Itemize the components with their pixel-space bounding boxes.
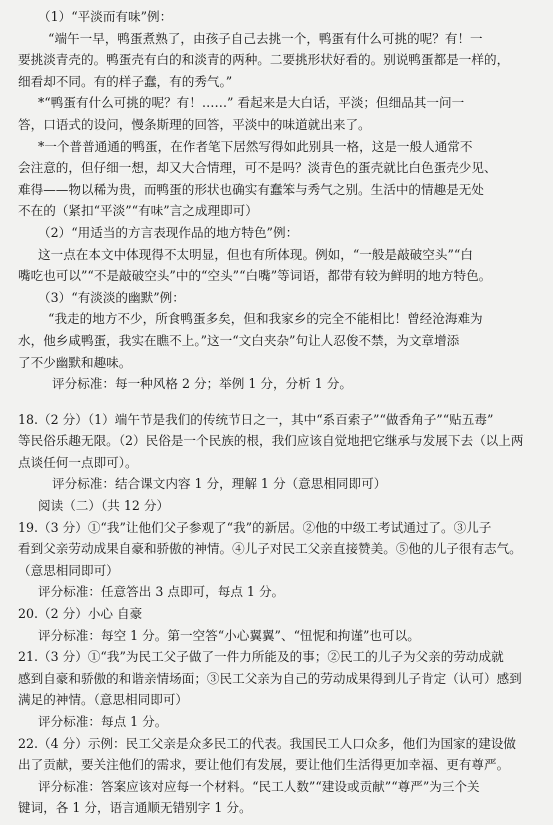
text-line: （3）“有淡淡的幽默”例： <box>38 289 185 305</box>
text-line: 会注意的，但仔细一想，却又大合情理，可不是吗？淡青色的蛋壳就比白色蛋壳少见、 <box>18 160 497 176</box>
text-line: 这一点在本文中体现得不太明显，但也有所体现。例如，“一般是敲破空头”“白 <box>38 246 473 262</box>
spacer <box>18 395 539 409</box>
text-line: 答，口语式的设问，慢条斯理的回答，平淡中的味道就出来了。 <box>18 116 371 132</box>
text-line: 满足的神情。（意思相同即可） <box>18 692 189 708</box>
text-line: （1）“平淡而有味”例： <box>38 9 173 24</box>
text-line: 20.（2 分）小心 自豪 <box>18 606 143 622</box>
text-line: 19.（3 分）①“我”让他们父子参观了“我”的新居。②他的中级工考试通过了。③儿子 <box>18 519 492 535</box>
text-line: 21.（3 分）①“我”为民工父子做了一件力所能及的事；②民工的儿子为父亲的劳动成就 <box>18 649 504 665</box>
text-line: 阅读（二）（共 12 分） <box>38 498 170 514</box>
text-line: 难得——物以稀为贵，而鸭蛋的形状也确实有蠢笨与秀气之别。生活中的情趣是无处 <box>18 181 484 197</box>
text-line: 评分标准：每一种风格 2 分；举例 1 分，分析 1 分。 <box>52 376 352 392</box>
text-line: 点谈任何一点即可）。 <box>18 454 138 470</box>
text-line: 水，他乡咸鸭蛋，我实在瞧不上。”这一“文白夹杂”句让人忍俊不禁，为文章增添 <box>18 332 460 348</box>
text-line: 了不少幽默和趣味。 <box>18 354 132 370</box>
text-line: 评分标准：答案应该对应每一个材料。“民工人数”“建设或贡献”“尊严”为三个关 <box>38 778 480 794</box>
text-line: 键词，各 1 分，语言通顺无错别字 1 分。 <box>18 800 252 816</box>
text-line: *一个普普通通的鸭蛋，在作者笔下居然写得如此别具一格，这是一般人通常不 <box>38 138 473 154</box>
text-line: 评分标准：结合课文内容 1 分，理解 1 分（意思相同即可） <box>52 476 387 492</box>
text-line: 等民俗乐趣无限。（2）民俗是一个民族的根，我们应该自觉地把它继承与发展下去（以上两 <box>18 433 524 449</box>
text-line: （2）“用适当的方言表现作品的地方特色”例： <box>38 224 299 240</box>
text-line: 细看却不同。有的样子蠢，有的秀气。” <box>18 73 233 89</box>
text-line: *“鸭蛋有什么可挑的呢？有！……” 看起来是大白话，平淡；但细品其一问一 <box>38 95 465 111</box>
text-line: 22.（4 分）示例：民工父亲是众多民工的代表。我国民工人口众多，他们为国家的建设做 <box>18 735 517 751</box>
text-line: 感到自豪和骄傲的和谐亲情场面；③民工父亲为自己的劳动成果得到儿子肯定（认可）感到 <box>18 670 522 686</box>
text-line: 看到父亲劳动成果自豪和骄傲的神情。④儿子对民工父亲直接赞美。⑤他的儿子很有志气。 <box>18 541 522 557</box>
text-line: “我走的地方不少，所食鸭蛋多矣，但和我家乡的完全不能相比！曾经沧海难为 <box>48 311 483 327</box>
text-line: 评分标准：任意答出 3 点即可，每点 1 分。 <box>38 584 285 600</box>
text-line: 出了贡献，要关注他们的需求，要让他们有发展，要让他们生活得更加幸福、更有尊严。 <box>18 757 510 773</box>
text-line: 评分标准：每点 1 分。 <box>38 714 168 729</box>
text-line: （意思相同即可） <box>18 562 119 578</box>
text-line: 评分标准：每空 1 分。第一空答“小心翼翼”、“忸怩和拘谨”也可以。 <box>38 627 420 643</box>
text-line: “端午一早，鸭蛋煮熟了，由孩子自己去挑一个，鸭蛋有什么可挑的呢？有！一 <box>48 30 483 46</box>
text-line: 18.（2 分）（1）端午节是我们的传统节日之一，其中“系百索子”“做香角子”“贴五毒” <box>18 411 494 427</box>
text-line: 要挑淡青壳的。鸭蛋壳有白的和淡青的两种。二要挑形状好看的。别说鸭蛋都是一样的， <box>18 52 510 68</box>
text-line: 嘴吃也可以”“不是敲破空头”中的“空头”“白嘴”等词语，都带有较为鲜明的地方特色。 <box>18 268 492 284</box>
text-line: 不在的（紧扣“平淡”“有味”言之成理即可） <box>18 203 258 219</box>
